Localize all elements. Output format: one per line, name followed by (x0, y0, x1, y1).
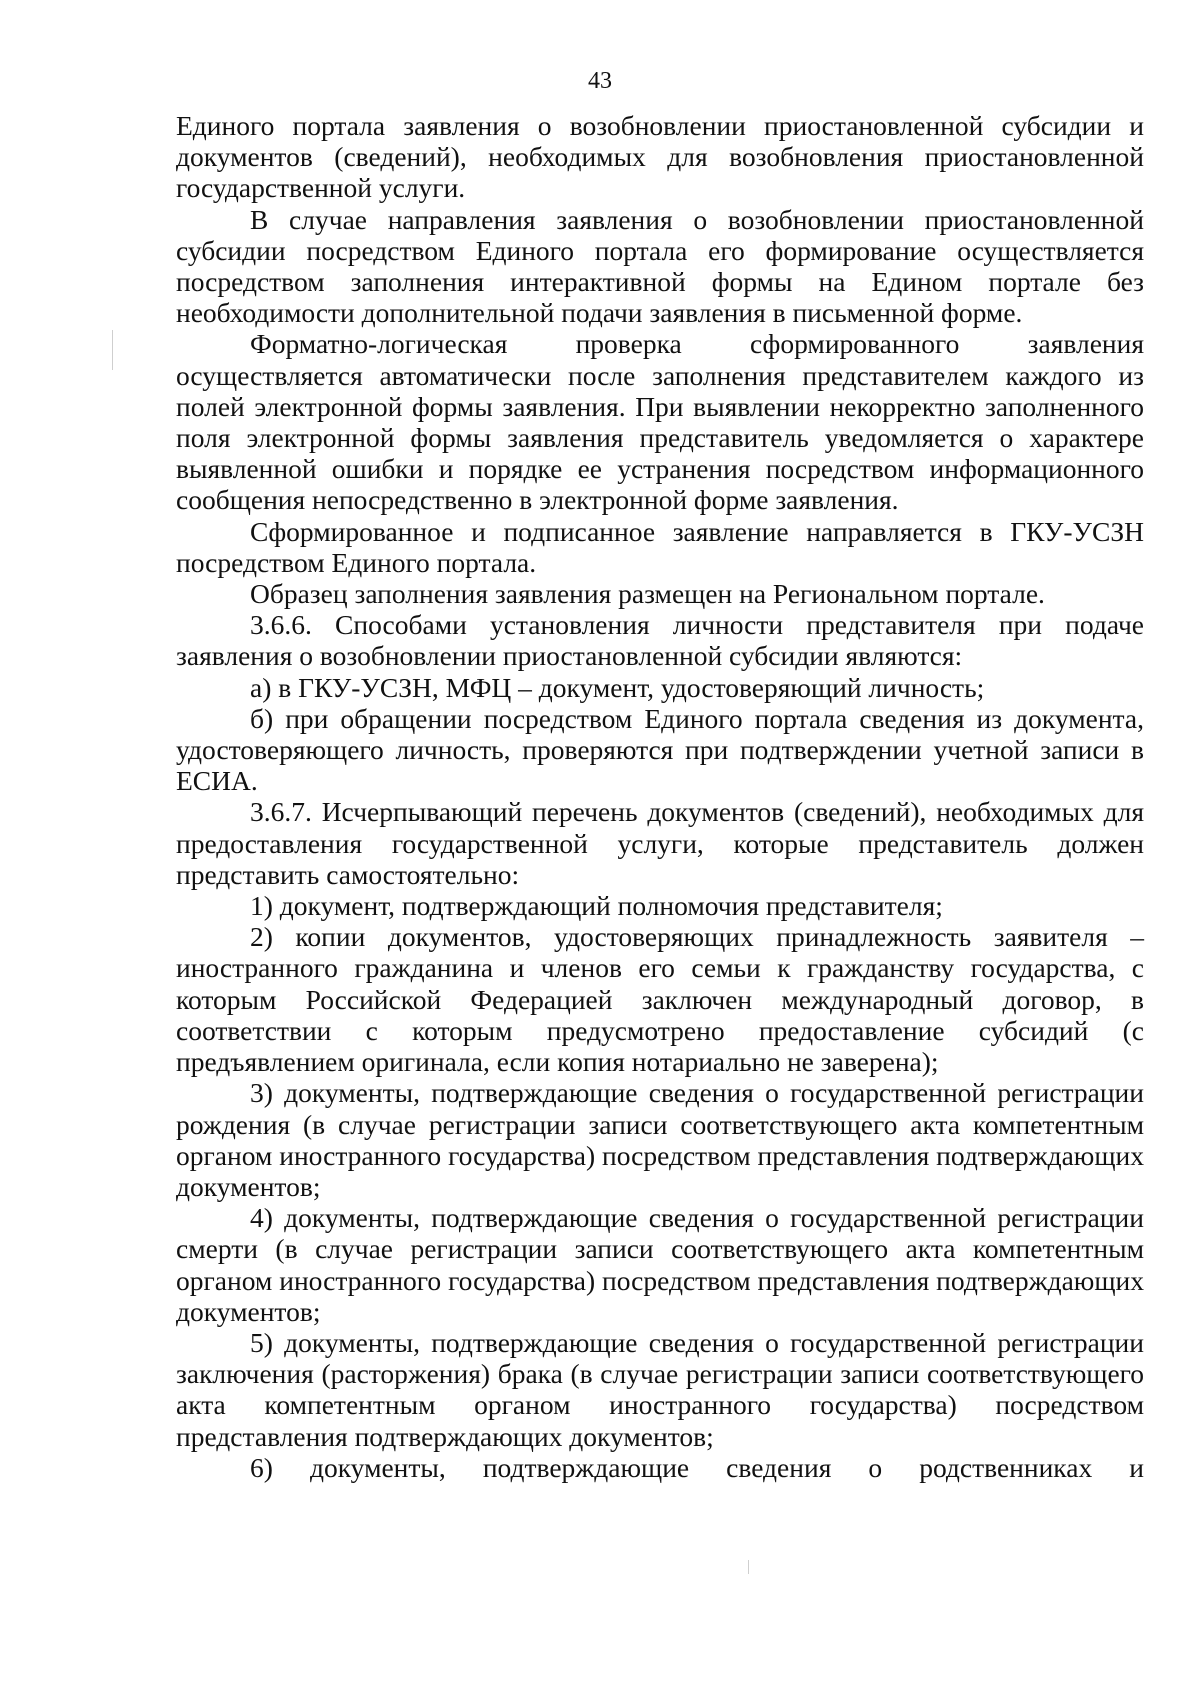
paragraph-signed-application: Сформированное и подписанное заявление направляется в ГКУ-УСЗН посредством Единого портала. (176, 515, 1144, 578)
paragraph-application-submission: В случае направления заявления о возобновлении приостановленной субсидии посредством Единого портала его формирование осуществляется посредством заполнения интерактивной формы на Едином портале без необходимости дополнительной подачи заявления в письменной форме. (176, 203, 1144, 329)
list-item-2: 2) копии документов, удостоверяющих принадлежность заявителя – иностранного гражданина и членов его семьи к гражданству государства, с которым Российской Федерацией заключен международный договор, в соответствии с которым предусмотрено предоставление субсидий (с предъявлением оригинала, если копия нотариально не заверена); (176, 921, 1144, 1078)
paragraph-sample-form: Образец заполнения заявления размещен на Региональном портале. (250, 578, 1045, 610)
paragraph-section-3-6-6: 3.6.6. Способами установления личности представителя при подаче заявления о возобновлении приостановленной субсидии являются: (176, 609, 1144, 672)
paragraph-section-3-6-7: 3.6.7. Исчерпывающий перечень документов (сведений), необходимых для предоставления государственной услуги, которые представитель должен представить самостоятельно: (176, 796, 1144, 890)
list-item-5: 5) документы, подтверждающие сведения о государственной регистрации заключения (расторжения) брака (в случае регистрации записи соответствующего акта компетентным органом иностранного государства) посредством представления подтверждающих документов; (176, 1326, 1144, 1452)
scan-artifact-bottom (748, 1560, 749, 1574)
document-body (176, 110, 1144, 1483)
list-item-1: 1) документ, подтверждающий полномочия представителя; (250, 890, 943, 922)
list-item-b: б) при обращении посредством Единого портала сведения из документа, удостоверяющего личность, проверяются при подтверждении учетной записи в ЕСИА. (176, 702, 1144, 797)
list-item-6: 6) документы, подтверждающие сведения о родственниках и (250, 1451, 1144, 1483)
list-item-3: 3) документы, подтверждающие сведения о государственной регистрации рождения (в случае регистрации записи соответствующего акта компетентным органом иностранного государства) посредством представления подтверждающих документов; (176, 1077, 1144, 1202)
paragraph-continuation: Единого портала заявления о возобновлении приостановленной субсидии и документов (сведений), необходимых для возобновления приостановленной государственной услуги. (176, 110, 1144, 204)
paragraph-format-check: Форматно-логическая проверка сформированного заявления осуществляется автоматически после заполнения представителем каждого из полей электронной формы заявления. При выявлении некорректно заполненного поля электронной формы заявления представитель уведомляется о характере выявленной ошибки и порядке ее устранения посредством информационного сообщения непосредственно в электронной форме заявления. (176, 328, 1144, 516)
list-item-a: а) в ГКУ-УСЗН, МФЦ – документ, удостоверяющий личность; (250, 671, 985, 703)
scan-artifact-left (112, 330, 113, 370)
page-number: 43 (588, 68, 612, 94)
list-item-4: 4) документы, подтверждающие сведения о государственной регистрации смерти (в случае регистрации записи соответствующего акта компетентным органом иностранного государства) посредством представления подтверждающих документов; (176, 1202, 1144, 1327)
